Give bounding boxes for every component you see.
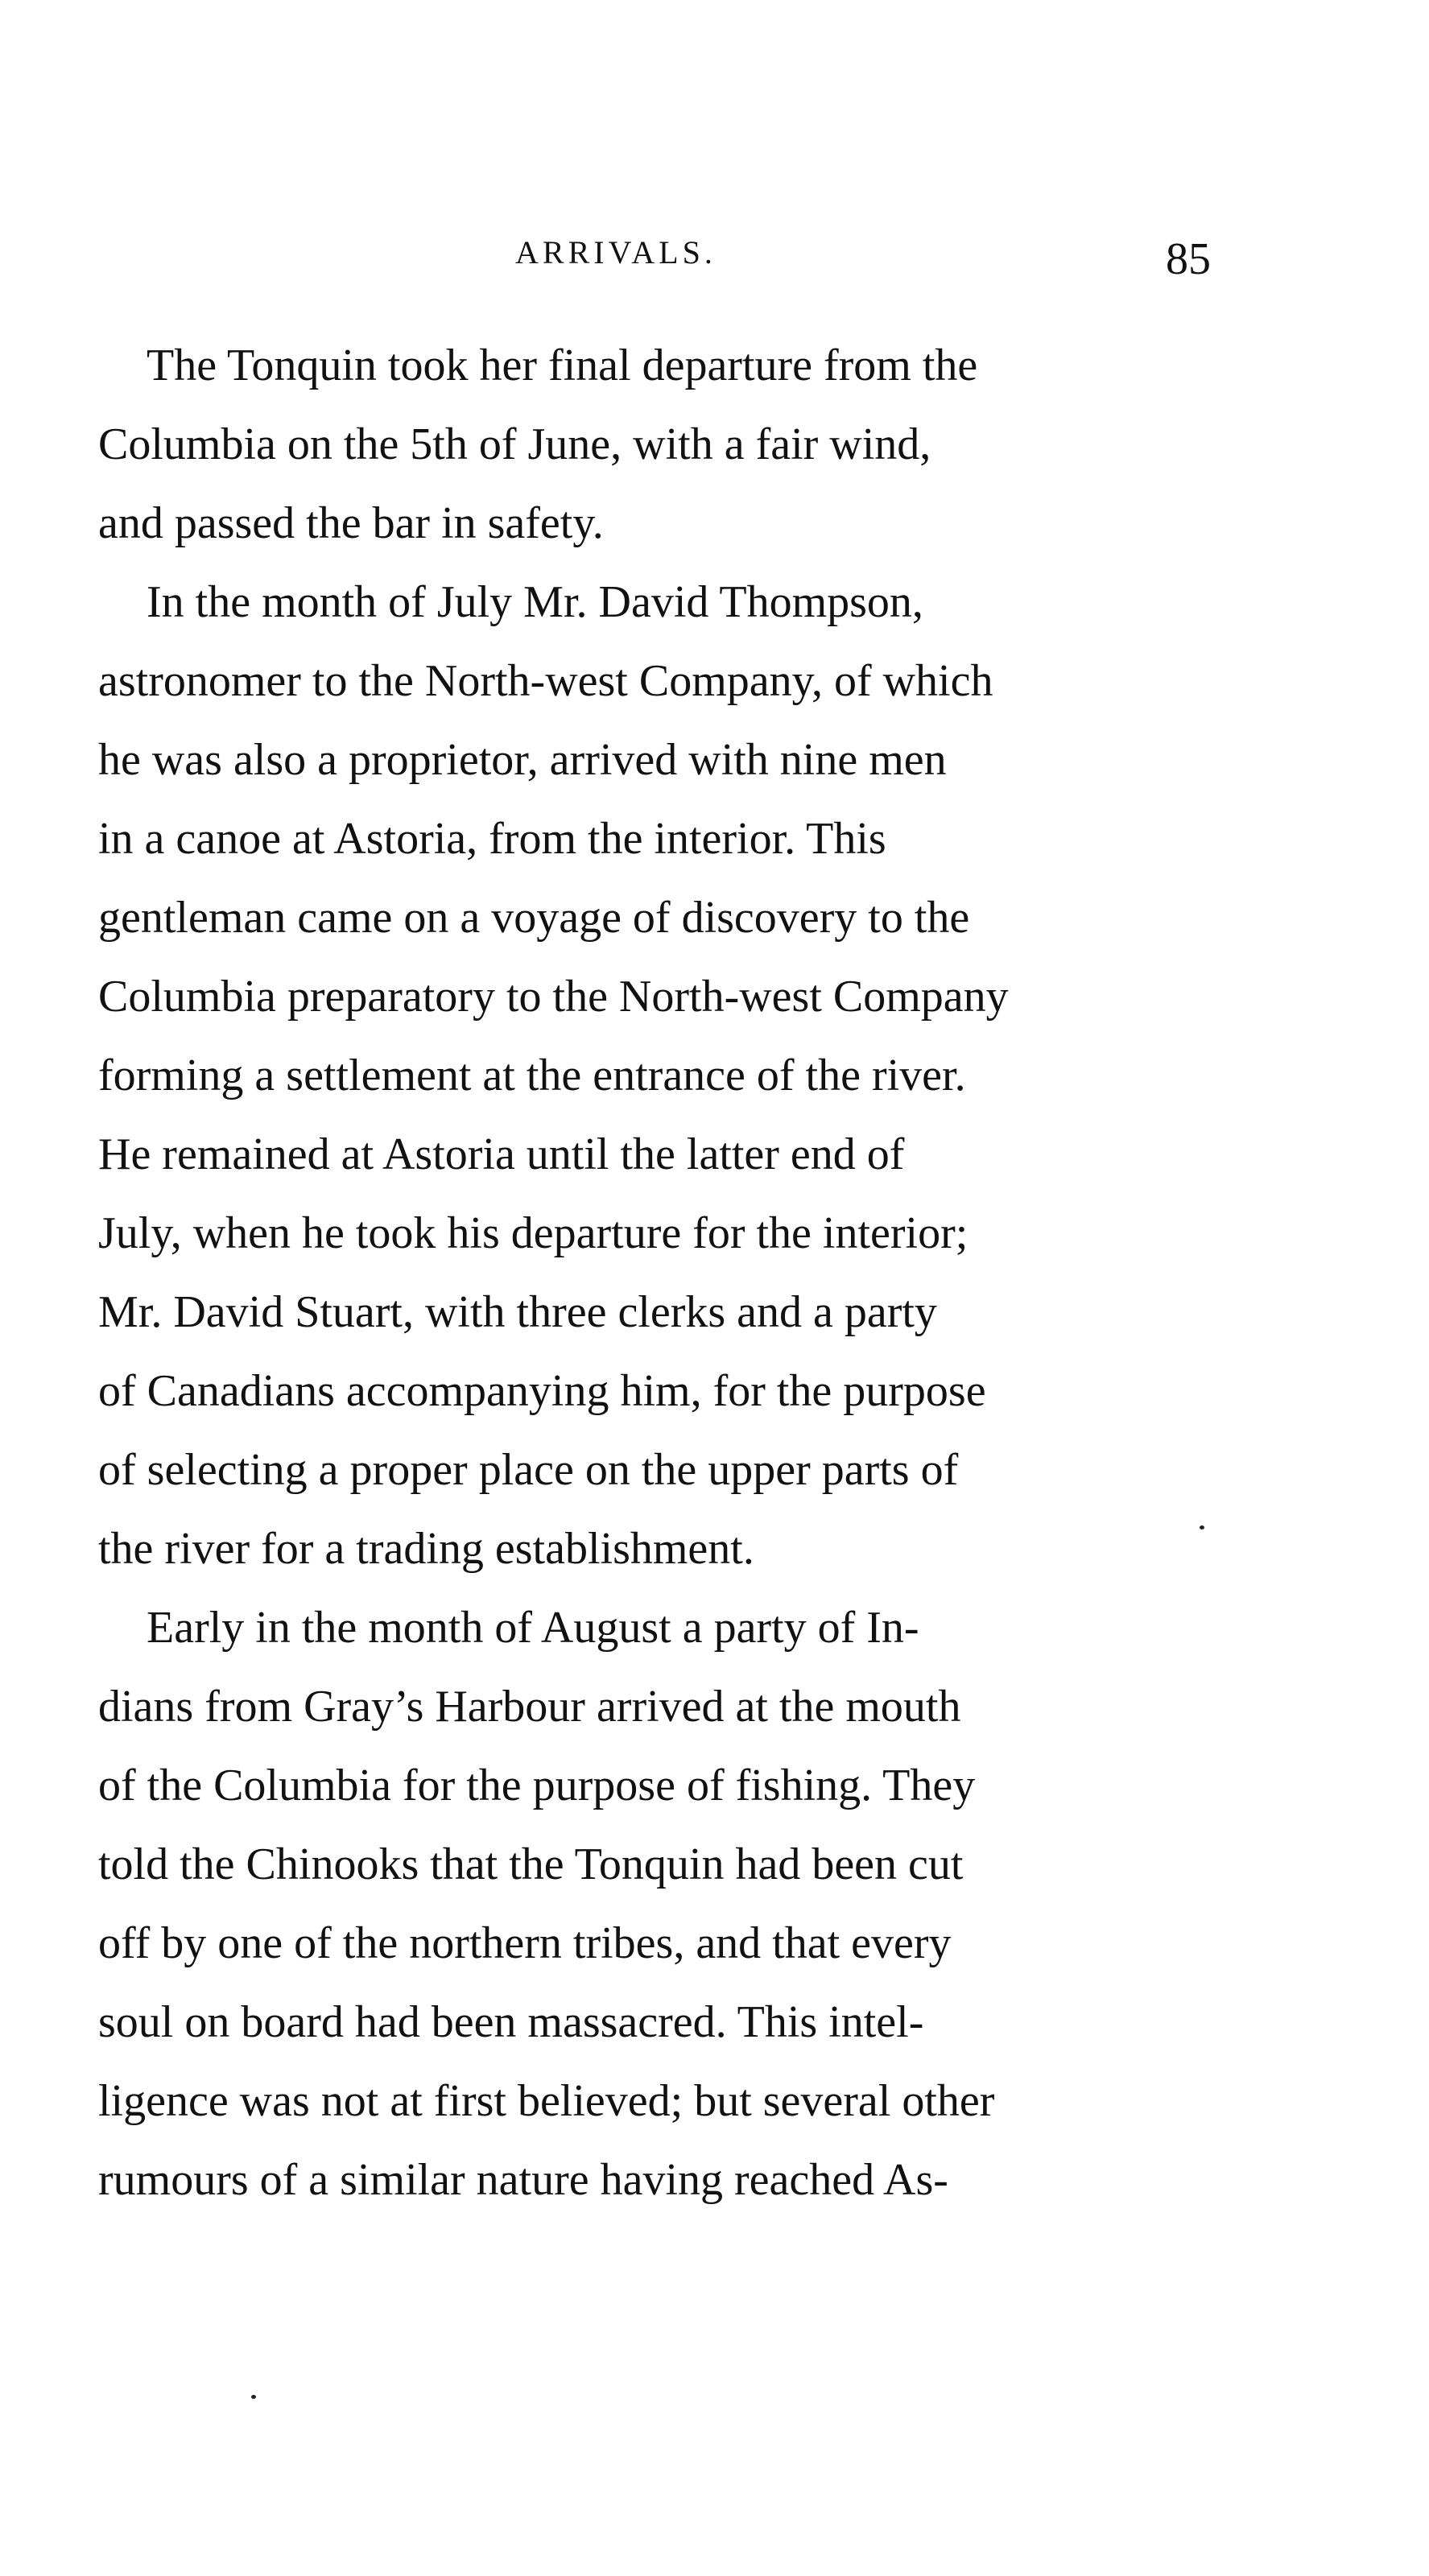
stray-ink-mark bbox=[1200, 1525, 1204, 1530]
page-number: 85 bbox=[1166, 234, 1211, 284]
text-line: rumours of a similar nature having reached As- bbox=[98, 2155, 948, 2205]
text-line: He remained at Astoria until the latter end of bbox=[98, 1129, 905, 1179]
paragraph-1 bbox=[98, 326, 1225, 563]
text-line: of selecting a proper place on the upper parts of bbox=[98, 1445, 959, 1495]
paragraph-2 bbox=[98, 563, 1225, 1588]
stray-ink-mark bbox=[251, 2395, 256, 2399]
text-line: of the Columbia for the purpose of fishing. They bbox=[98, 1761, 976, 1810]
text-line: the river for a trading establishment. bbox=[98, 1524, 754, 1574]
text-line: ligence was not at first believed; but several other bbox=[98, 2076, 995, 2126]
text-line: Columbia on the 5th of June, with a fair wind, bbox=[98, 419, 931, 469]
text-line: astronomer to the North-west Company, of which bbox=[98, 656, 993, 706]
body-text bbox=[98, 326, 1225, 2219]
text-line: The Tonquin took her final departure from the bbox=[147, 341, 978, 390]
paragraph-3 bbox=[98, 1588, 1225, 2219]
text-line: Mr. David Stuart, with three clerks and a party bbox=[98, 1287, 937, 1337]
text-line: he was also a proprietor, arrived with nine men bbox=[98, 735, 947, 785]
text-line: In the month of July Mr. David Thompson, bbox=[147, 577, 923, 627]
text-line: soul on board had been massacred. This intel- bbox=[98, 1997, 924, 2047]
text-line: July, when he took his departure for the interior; bbox=[98, 1208, 968, 1258]
running-title: ARRIVALS. bbox=[515, 234, 717, 270]
text-line: off by one of the northern tribes, and that every bbox=[98, 1918, 952, 1968]
text-line: gentleman came on a voyage of discovery to the bbox=[98, 893, 970, 943]
text-line: in a canoe at Astoria, from the interior. This bbox=[98, 814, 886, 864]
text-line: dians from Gray’s Harbour arrived at the mouth bbox=[98, 1682, 961, 1732]
text-line: of Canadians accompanying him, for the purpose bbox=[98, 1366, 986, 1416]
text-line: Columbia preparatory to the North-west Company bbox=[98, 972, 1009, 1022]
text-line: told the Chinooks that the Tonquin had been cut bbox=[98, 1839, 964, 1889]
text-line: Early in the month of August a party of In- bbox=[147, 1603, 919, 1653]
text-line: and passed the bar in safety. bbox=[98, 498, 604, 548]
text-line: forming a settlement at the entrance of the river. bbox=[98, 1051, 966, 1100]
